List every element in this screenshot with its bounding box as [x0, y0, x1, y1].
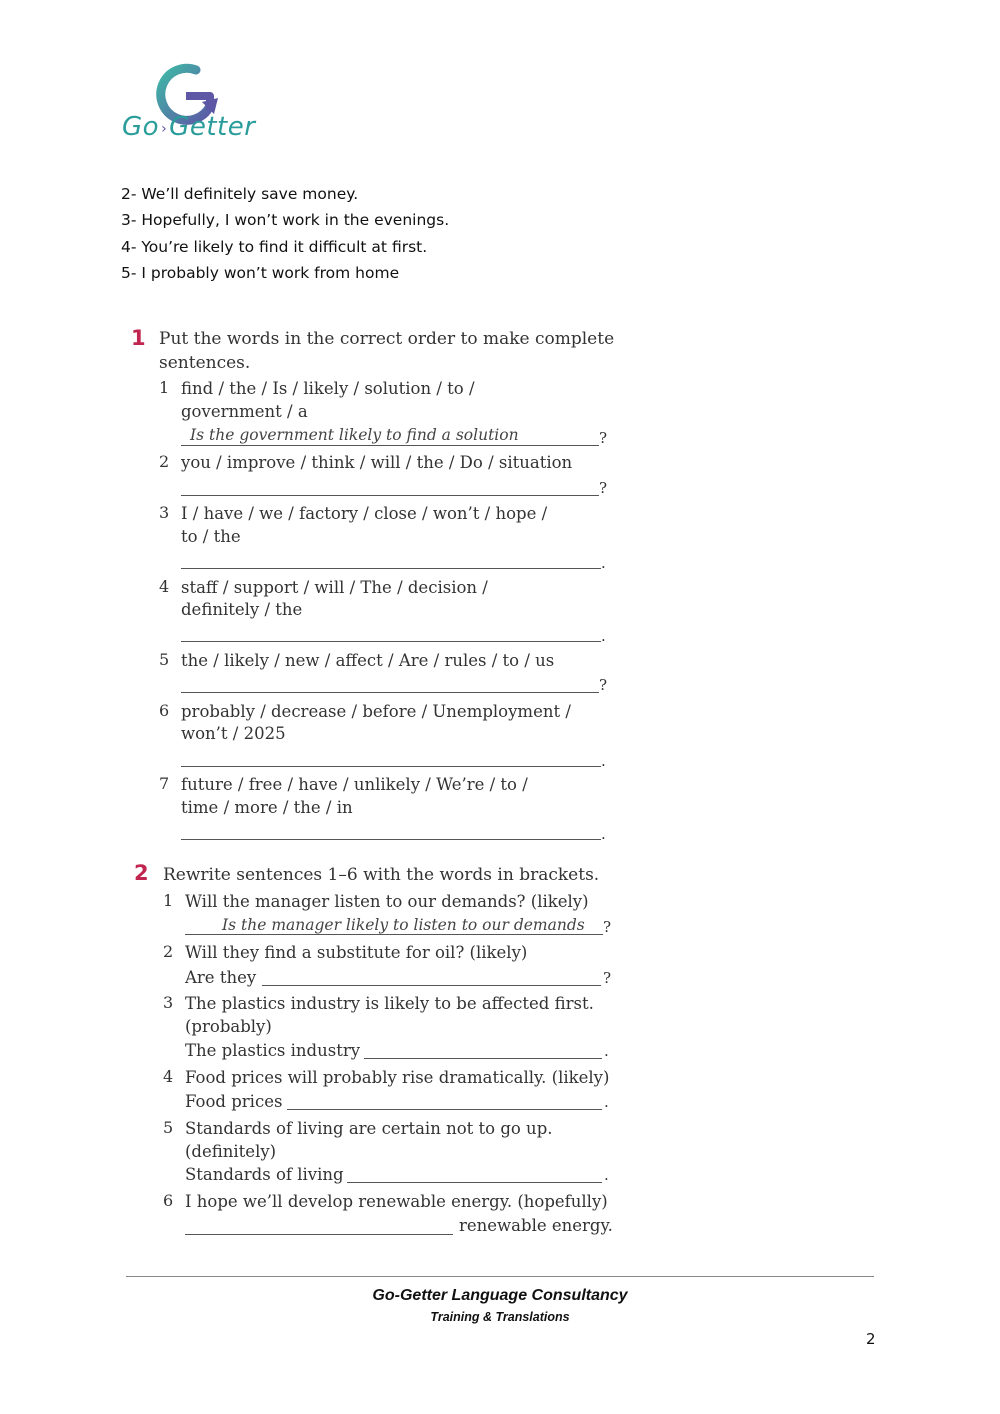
- footer-company: Go-Getter Language Consultancy: [372, 1287, 628, 1304]
- end-punctuation: .: [604, 1166, 609, 1184]
- answer-suffix: renewable energy.: [459, 1216, 613, 1235]
- answer-prefix: The plastics industry: [185, 1041, 361, 1060]
- item-prompt: the / likely / new / affect / Are / rules / to / us: [181, 651, 555, 670]
- item-prompt: government / a: [181, 402, 308, 421]
- end-punctuation: ?: [599, 429, 608, 447]
- answer-prefix: Standards of living: [185, 1165, 344, 1184]
- answer-line[interactable]: [185, 934, 603, 935]
- example-answer: Is the government likely to find a solution: [190, 426, 519, 444]
- answer-line: 5- I probably won’t work from home: [121, 263, 400, 282]
- answer-line[interactable]: [185, 1234, 453, 1235]
- exercise-number: 1: [131, 326, 146, 350]
- end-punctuation: .: [601, 752, 606, 770]
- logo-text-go: Go: [122, 112, 160, 142]
- page-number: 2: [866, 1330, 876, 1348]
- item-prompt: won’t / 2025: [181, 724, 286, 743]
- end-punctuation: ?: [599, 479, 608, 497]
- answer-line: 3- Hopefully, I won’t work in the evenings.: [121, 211, 450, 230]
- answer-line[interactable]: [347, 1182, 602, 1183]
- item-number: 5: [159, 650, 170, 669]
- item-number: 2: [163, 942, 174, 961]
- item-prompt: Will they find a substitute for oil? (likely): [185, 943, 528, 962]
- example-answer: Is the manager likely to listen to our demands: [222, 916, 585, 934]
- end-punctuation: .: [604, 1093, 609, 1111]
- end-punctuation: .: [601, 825, 606, 843]
- item-prompt: probably / decrease / before / Unemployment /: [181, 702, 571, 721]
- exercise-instruction: Put the words in the correct order to make complete: [159, 329, 615, 349]
- item-prompt: (probably): [185, 1017, 272, 1036]
- item-number: 2: [159, 452, 170, 471]
- item-number: 3: [163, 993, 174, 1012]
- answer-prefix: Food prices: [185, 1092, 283, 1111]
- footer-divider: [126, 1276, 874, 1277]
- answer-line: 4- You’re likely to find it difficult at first.: [121, 237, 428, 256]
- item-prompt: Standards of living are certain not to go up.: [185, 1119, 553, 1138]
- end-punctuation: ?: [603, 918, 612, 936]
- answer-line[interactable]: [364, 1058, 602, 1059]
- end-punctuation: ?: [603, 969, 612, 987]
- item-number: 4: [159, 577, 170, 596]
- end-punctuation: .: [604, 1042, 609, 1060]
- item-number: 6: [159, 701, 170, 720]
- item-prompt: I / have / we / factory / close / won’t / hope /: [181, 504, 548, 523]
- item-prompt: to / the: [181, 527, 241, 546]
- exercise-instruction: sentences.: [159, 353, 251, 373]
- item-prompt: I hope we’ll develop renewable energy. (hopefully): [185, 1192, 608, 1211]
- answer-prefix: Are they: [185, 968, 257, 987]
- exercise-instruction: Rewrite sentences 1–6 with the words in brackets.: [163, 865, 600, 885]
- item-number: 7: [159, 774, 170, 793]
- item-number: 1: [159, 378, 170, 397]
- answer-line[interactable]: [262, 985, 601, 986]
- end-punctuation: .: [601, 554, 606, 572]
- answer-line: 2- We’ll definitely save money.: [121, 185, 359, 203]
- item-prompt: definitely / the: [181, 600, 303, 619]
- item-prompt: find / the / Is / likely / solution / to /: [181, 379, 475, 398]
- item-prompt: (definitely): [185, 1142, 277, 1161]
- item-prompt: you / improve / think / will / the / Do / situation: [181, 453, 573, 472]
- exercise-number: 2: [134, 861, 149, 885]
- item-prompt: The plastics industry is likely to be affected first.: [185, 994, 594, 1013]
- logo-chevron: ›: [161, 121, 168, 137]
- item-prompt: staff / support / will / The / decision /: [181, 578, 488, 597]
- item-number: 4: [163, 1067, 174, 1086]
- end-punctuation: ?: [599, 676, 608, 694]
- item-number: 1: [163, 891, 174, 910]
- item-prompt: Food prices will probably rise dramatically. (likely): [185, 1068, 610, 1087]
- answer-line[interactable]: [287, 1109, 602, 1110]
- item-number: 6: [163, 1191, 174, 1210]
- end-punctuation: .: [601, 627, 606, 645]
- item-prompt: future / free / have / unlikely / We’re / to /: [181, 775, 528, 794]
- item-prompt: Will the manager listen to our demands? (likely): [185, 892, 589, 911]
- item-number: 3: [159, 503, 170, 522]
- item-prompt: time / more / the / in: [181, 798, 353, 817]
- footer-tagline: Training & Translations: [430, 1310, 570, 1324]
- item-number: 5: [163, 1118, 174, 1137]
- logo-text-getter: Getter: [169, 112, 256, 142]
